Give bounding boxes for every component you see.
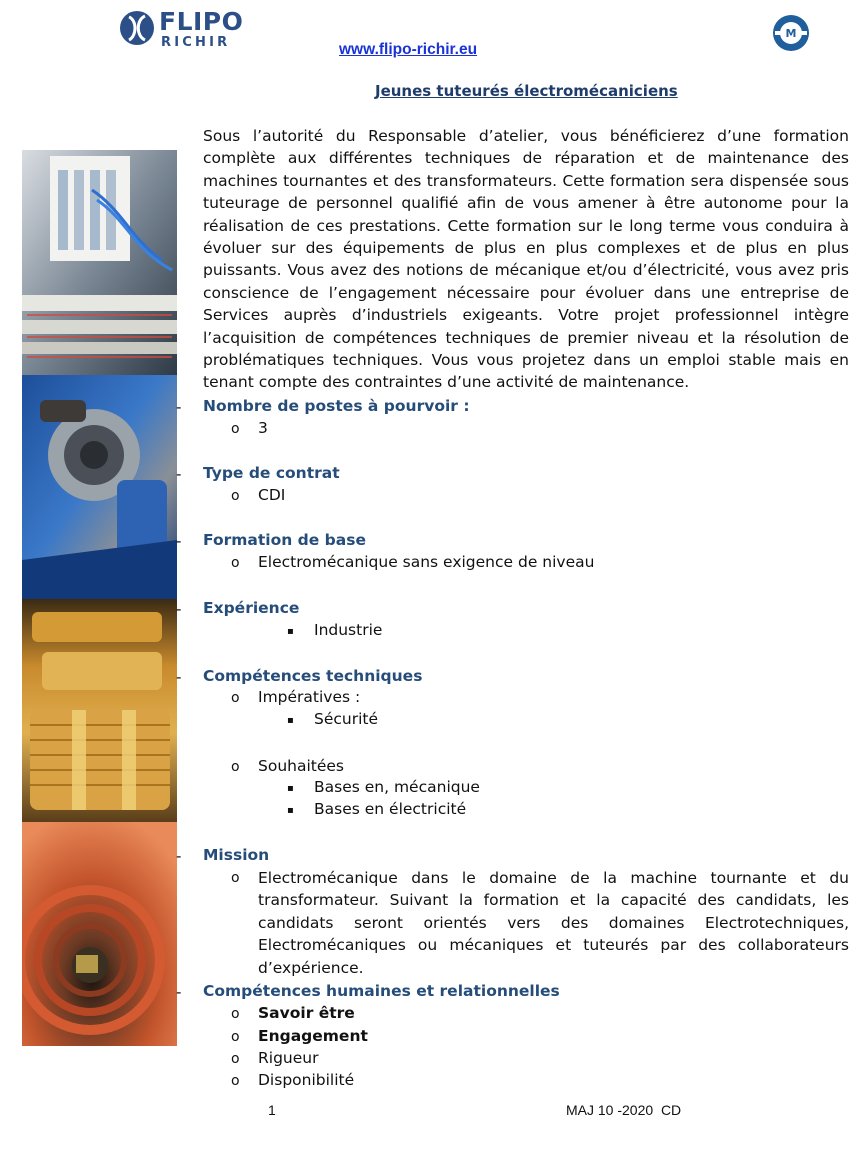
revision-note: MAJ 10 -2020 CD <box>566 1102 682 1118</box>
section-title-competences-techniques: Compétences techniques <box>203 667 423 685</box>
competence-humaine-item: Disponibilité <box>258 1071 355 1089</box>
section-title-mission: Mission <box>203 846 270 864</box>
imperative-item: Sécurité <box>314 710 379 728</box>
photo-strip <box>22 150 177 1046</box>
list-bullet-circle: o <box>231 555 240 571</box>
contrat-value: CDI <box>258 486 286 504</box>
section-title-postes: Nombre de postes à pourvoir : <box>203 397 470 415</box>
section-bullet: - <box>176 465 182 483</box>
logo-text-richir: RICHIR <box>161 35 231 50</box>
list-bullet-circle: o <box>231 1051 240 1067</box>
coil-photo <box>22 599 177 822</box>
section-bullet: - <box>176 983 182 1001</box>
list-bullet-circle: o <box>231 421 240 437</box>
cabinet-photo <box>22 150 177 375</box>
list-bullet-circle: o <box>231 759 240 775</box>
flipo-richir-logo <box>119 8 259 50</box>
list-bullet-circle: o <box>231 870 240 886</box>
formation-value: Electromécanique sans exigence de niveau <box>258 553 595 571</box>
website-link[interactable]: www.flipo-richir.eu <box>339 41 478 58</box>
list-bullet-circle: o <box>231 1006 240 1022</box>
list-bullet-square: ▪ <box>287 805 294 816</box>
section-bullet: - <box>176 847 182 865</box>
list-bullet-circle: o <box>231 690 240 706</box>
list-bullet-circle: o <box>231 488 240 504</box>
section-bullet: - <box>176 398 182 416</box>
section-title-competences-humaines: Compétences humaines et relationnelles <box>203 982 560 1000</box>
logo-emblem-icon <box>119 10 155 46</box>
competence-humaine-item: Savoir être <box>258 1004 355 1022</box>
motor-photo <box>22 375 177 599</box>
postes-value: 3 <box>258 419 268 437</box>
logo-text-flipo: FLIPO <box>159 7 244 36</box>
section-title-formation: Formation de base <box>203 531 366 549</box>
souhaitee-item: Bases en, mécanique <box>314 778 480 796</box>
section-title-experience: Expérience <box>203 599 300 617</box>
list-bullet-square: ▪ <box>287 783 294 794</box>
badge-letter: M <box>785 27 797 40</box>
section-bullet: - <box>176 532 182 550</box>
page-number: 1 <box>268 1102 276 1118</box>
stator-photo <box>22 822 177 1046</box>
list-bullet-circle: o <box>231 1073 240 1089</box>
page-title: Jeunes tuteurés électromécaniciens <box>375 82 678 100</box>
souhaitees-label: Souhaitées <box>258 757 344 775</box>
list-bullet-circle: o <box>231 1029 240 1045</box>
list-bullet-square: ▪ <box>287 715 294 726</box>
section-bullet: - <box>176 600 182 618</box>
section-title-contrat: Type de contrat <box>203 464 340 482</box>
company-badge-icon <box>772 14 810 52</box>
intro-paragraph: Sous l’autorité du Responsable d’atelier, vous bénéficierez d’une formation complète aux différentes techniques de réparation et de maintenance des machines tournantes et des transformateurs. Cette formation sera dispensée sous tuteurage de personnel qualifié afin de vous amener à être autonome pour la réalisation de ces prestations. Cette formation sur le long terme vous conduira à évoluer sur des équipements de plus en plus complexes et de plus en plus puissants. Vous avez des notions de mécanique et/ou d’électricité, vous avez pris conscience de l’engagement nécessaire pour évoluer dans une entreprise de Services auprès d’industriels exigeants. Votre projet professionnel intègre l’acquisition de compétences techniques de premier niveau et la résolution de problématiques techniques. Vous vous projetez dans un emploi stable mais en tenant compte des contraintes d’une activité de maintenance. <box>203 127 849 392</box>
mission-text: Electromécanique dans le domaine de la machine tournante et du transformateur. Suivant la formation et la capacité des candidats, les candidats seront orientés vers des domaines Electrotechniques, Electromécaniques ou mécaniques et tuteurés par des collaborateurs d’expérience. <box>258 869 849 977</box>
imperatives-label: Impératives : <box>258 688 361 706</box>
competence-humaine-item: Rigueur <box>258 1049 319 1067</box>
competence-humaine-item: Engagement <box>258 1027 368 1045</box>
souhaitee-item: Bases en électricité <box>314 800 467 818</box>
list-bullet-square: ▪ <box>287 626 294 637</box>
section-bullet: - <box>176 668 182 686</box>
experience-value: Industrie <box>314 621 383 639</box>
